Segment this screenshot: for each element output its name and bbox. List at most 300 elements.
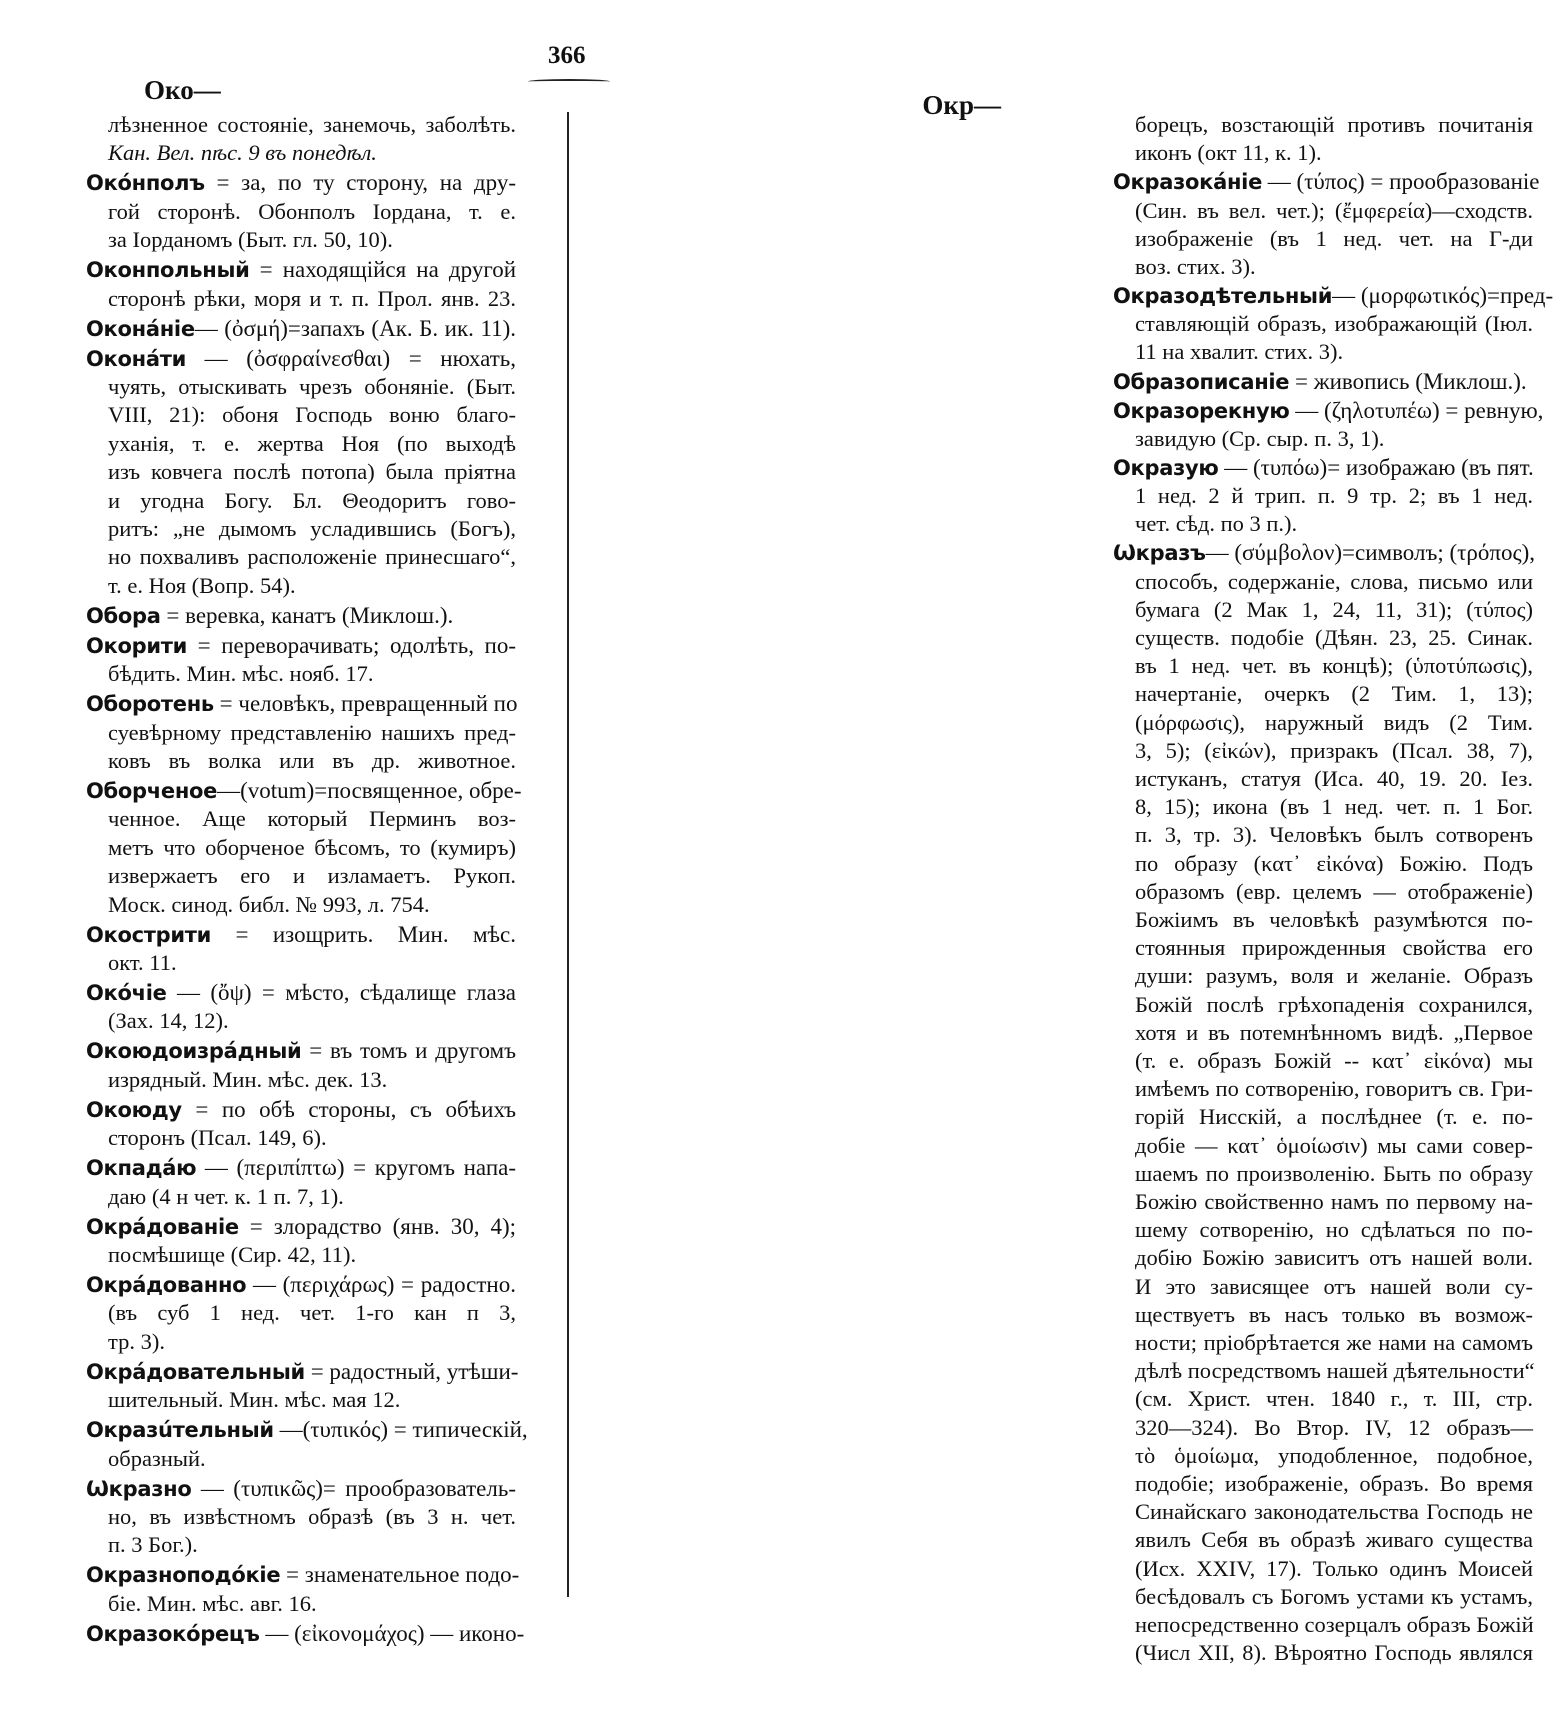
definition-text: т. е. Ноя (Вопр. 54). — [108, 572, 296, 598]
entry-text-line — [1135, 140, 1322, 166]
entry-text-line — [1135, 1358, 1533, 1384]
line-content — [1135, 1076, 1533, 1102]
line-content — [1135, 935, 1533, 961]
headword: Окразноподóкіе — [86, 1563, 281, 1588]
line-content — [1135, 1471, 1533, 1497]
definition-text: бумага (2 Мак 1, 24, 11, 31); (τύπος) — [1135, 596, 1533, 622]
entry-headword-line — [86, 257, 516, 283]
entry-headword-line — [86, 346, 516, 372]
definition-text: (см. Христ. чтен. 1840 г., т. III, стр. — [1135, 1386, 1533, 1412]
definition-text: 320—324). Во Втор. IV, 12 образъ— — [1135, 1414, 1533, 1440]
definition-text: чет. сѣд. по 3 п.). — [1135, 511, 1298, 537]
definition-text: п. 3 Бог.). — [108, 1532, 198, 1558]
definition-text: бесѣдовалъ съ Богомъ устами къ устамъ, — [1135, 1583, 1533, 1609]
line-content — [1135, 339, 1343, 364]
line-content — [1135, 794, 1533, 820]
definition-text: — (περιπίπτω) = кругомъ напа- — [196, 1155, 516, 1181]
entry-text-line — [108, 227, 393, 253]
line-content — [1135, 1245, 1533, 1271]
definition-text: (μόρφωσις), наружный видъ (2 Тим. — [1135, 709, 1533, 735]
entry-text-line — [1135, 851, 1533, 877]
line-content — [86, 922, 516, 948]
entry-text-line — [1135, 1020, 1533, 1046]
line-content — [86, 170, 516, 196]
headword: Образописаніе — [1113, 369, 1290, 394]
definition-text: (Числ XII, 8). Вѣроятно Господь являлся — [1135, 1640, 1533, 1666]
definition-text: изображеніе (въ 1 нед. чет. на Г-ди — [1135, 225, 1533, 251]
line-content — [108, 402, 516, 428]
definition-text: (Исх. XXIV, 17). Только одинъ Моисей — [1135, 1555, 1533, 1581]
entry-text-line — [1135, 992, 1533, 1018]
definition-text: 8, 15); икона (въ 1 нед. чет. п. 1 Бог. — [1135, 794, 1533, 820]
definition-text: хотя и въ потемнѣнномъ видѣ. „Первое — [1135, 1019, 1533, 1045]
definition-text: стоянныя прирожденныя свойства его — [1135, 935, 1533, 961]
definition-text: (т. е. образъ Божій -- κατ᾽ εἰκόνα) мы — [1135, 1048, 1533, 1073]
line-content — [108, 374, 516, 400]
entry-text-line — [108, 1591, 317, 1617]
entry-text-line — [108, 835, 516, 861]
definition-text: образомъ (евр. целемъ — отображеніе) — [1135, 878, 1533, 904]
line-content — [86, 980, 516, 1006]
entry-text-line — [1135, 426, 1384, 452]
line-content — [1113, 369, 1527, 394]
entry-headword-line — [86, 1038, 516, 1064]
line-content — [86, 691, 516, 717]
entry-text-line — [1135, 254, 1256, 280]
line-content — [1135, 625, 1533, 651]
headword: Ѡкразъ — [1113, 541, 1206, 566]
entry-text-line — [108, 1504, 516, 1530]
line-content — [86, 1272, 516, 1298]
entry-headword-line — [1113, 369, 1527, 395]
definition-text: образный. — [108, 1445, 206, 1471]
entry-text-line — [108, 431, 516, 457]
line-content — [108, 1300, 516, 1326]
headword: Окострити — [86, 922, 212, 947]
definition-text: начертаніе, очеркъ (2 Тим. 1, 13); — [1135, 681, 1533, 707]
entry-text-line — [1135, 681, 1533, 707]
headword: Окоюду — [86, 1097, 182, 1122]
definition-text: = знаменательное подо- — [280, 1562, 520, 1588]
entry-text-line — [1135, 483, 1533, 509]
line-content — [108, 140, 377, 165]
definition-text: изъ ковчега послѣ потопа) была пріятна — [108, 459, 516, 485]
entry-text-line — [1135, 511, 1297, 537]
headword: Обора — [86, 603, 161, 628]
entry-text-line — [108, 459, 516, 485]
entry-text-line — [1135, 1048, 1533, 1074]
line-content — [1135, 597, 1533, 623]
definition-text: = переворачивать; одолѣть, по- — [187, 632, 516, 658]
line-content — [108, 661, 374, 686]
line-content — [108, 1591, 317, 1616]
headword: Оконáти — [86, 346, 186, 371]
definition-text: 11 на хвалит. стих. 3). — [1135, 339, 1344, 365]
line-content — [1135, 879, 1533, 905]
line-content — [1135, 822, 1533, 848]
entry-text-line — [1135, 1189, 1533, 1215]
line-content — [1135, 766, 1533, 792]
entry-text-line — [108, 863, 516, 889]
entry-headword-line — [86, 778, 522, 804]
line-content — [108, 488, 516, 514]
entry-text-line — [1135, 1527, 1533, 1553]
definition-text: — (τύπος) = прообразованіе — [1262, 169, 1540, 195]
line-content — [1135, 1584, 1533, 1610]
entry-text-line — [108, 1532, 198, 1558]
line-content — [1113, 455, 1533, 481]
definition-text: по образу (κατ᾽ εἰκόνα) Божію. Подъ — [1135, 850, 1533, 876]
entry-headword-line — [86, 1358, 519, 1385]
headword: Оборченое — [86, 779, 218, 803]
entry-text-line — [108, 1125, 327, 1151]
headword: Окóнполъ — [86, 171, 205, 196]
entry-text-line — [108, 1446, 206, 1472]
definition-text: за Іорданомъ (Быт. гл. 50, 10). — [108, 227, 393, 253]
entry-headword-line — [86, 1214, 516, 1240]
definition-text: но похваливъ расположеніе принесшаго“, — [108, 544, 516, 570]
line-content — [1135, 1640, 1533, 1666]
definition-text: = находящійся на другой — [249, 257, 516, 283]
entry-text-line — [1135, 1217, 1533, 1243]
definition-text: = злорадство (янв. 30, 4); — [238, 1213, 516, 1239]
definition-text: — (ὄψ) = мѣсто, сѣдалище глаза — [166, 980, 516, 1005]
entry-text-line — [1135, 1076, 1533, 1102]
line-content — [86, 346, 516, 372]
line-content — [1135, 1274, 1533, 1300]
entry-headword-line — [86, 603, 453, 629]
line-content — [1135, 1189, 1533, 1215]
definition-text: (Зах. 14, 12). — [108, 1008, 229, 1034]
definition-text: иконъ (окт 11, к. 1). — [1135, 140, 1322, 166]
headword: Ѡкразно — [86, 1476, 192, 1501]
headword: Оконпольный — [86, 258, 250, 283]
entry-text-line — [108, 1300, 516, 1326]
definition-text: п. 3, тр. 3). Человѣкъ былъ сотворенъ — [1135, 822, 1533, 848]
entry-text-line — [1135, 710, 1533, 736]
definition-text: = по обѣ стороны, съ обѣихъ — [181, 1096, 516, 1122]
definition-text: — (ὀσμή)=запахъ (Ак. Б. ик. 11). — [194, 315, 516, 341]
entry-text-line — [108, 112, 516, 138]
entry-text-line — [1135, 1443, 1533, 1469]
entry-text-line — [1135, 1415, 1533, 1441]
entry-headword-line — [86, 170, 516, 196]
headword: Окрáдовательный — [86, 1359, 305, 1384]
definition-text: = изощрить. Мин. мѣс. — [211, 921, 516, 947]
definition-text: горій Нисскій, а послѣднее (т. е. по- — [1135, 1104, 1533, 1130]
line-content — [108, 573, 296, 598]
headword: Окразúтельный — [86, 1418, 274, 1443]
line-content — [108, 1387, 400, 1412]
line-content — [86, 1155, 516, 1181]
definition-text: ности; пріобрѣтается же нами на самомъ — [1135, 1330, 1533, 1355]
definition-text: Божій послѣ грѣхопаденія сохранился, — [1135, 991, 1533, 1017]
entry-headword-line — [86, 1097, 516, 1123]
line-content — [108, 1446, 206, 1471]
line-content — [86, 603, 453, 628]
line-content — [108, 112, 516, 138]
entry-text-line — [1135, 311, 1533, 337]
headword: Окоюдоизрáдный — [86, 1039, 302, 1064]
headword: Оконáніе — [86, 316, 195, 341]
entry-text-line — [1135, 1274, 1533, 1300]
definition-text: даю (4 н чет. к. 1 п. 7, 1). — [108, 1183, 344, 1209]
entry-text-line — [1135, 653, 1533, 679]
headword: Окорити — [86, 633, 188, 658]
definition-text: имѣемъ по сотворенію, говоритъ св. Гри- — [1135, 1076, 1533, 1102]
definition-text: VIII, 21): обоня Господь воню благо- — [108, 402, 516, 428]
entry-text-line — [1135, 1133, 1533, 1159]
entry-headword-line — [86, 633, 516, 659]
definition-text: — (μορφωτικός)=пред- — [1332, 283, 1553, 308]
headword: Окразокóрецъ — [86, 1621, 260, 1646]
definition-text: метъ что оборченое бѣсомъ, то (кумиръ) — [108, 834, 516, 860]
line-content — [108, 1008, 229, 1033]
definition-text: — (τυπικῶς)= прообразователь- — [191, 1475, 516, 1501]
line-content — [108, 1504, 516, 1530]
definition-text: 1 нед. 2 й трип. п. 9 тр. 2; въ 1 нед. — [1135, 483, 1533, 509]
entry-headword-line — [86, 922, 516, 948]
entry-text-line — [108, 806, 516, 832]
entry-text-line — [1135, 907, 1533, 933]
definition-text: завидую (Ср. сыр. п. 3, 1). — [1135, 425, 1385, 451]
entry-text-line — [1135, 1556, 1533, 1582]
definition-text: (въ суб 1 нед. чет. 1-го кан п 3, — [108, 1300, 516, 1326]
line-content — [1135, 483, 1533, 509]
definition-text: и угодна Богу. Бл. Θеодоритъ гово- — [108, 487, 516, 513]
line-content — [86, 1358, 519, 1385]
line-content — [1113, 397, 1544, 424]
entry-text-line — [1135, 339, 1343, 365]
entry-text-line — [1135, 1612, 1533, 1638]
entry-text-line — [108, 516, 516, 542]
entry-text-line — [108, 892, 430, 918]
page-number-rule — [528, 79, 610, 84]
definition-text: біе. Мин. мѣс. авг. 16. — [108, 1590, 317, 1616]
line-content — [108, 544, 516, 570]
entry-text-line — [1135, 112, 1533, 138]
line-content — [108, 748, 516, 774]
line-content — [108, 1532, 198, 1557]
line-content — [1135, 569, 1533, 595]
line-content — [1135, 710, 1533, 736]
line-content — [108, 286, 516, 312]
definition-text: ществуетъ въ насъ только въ возмож- — [1135, 1301, 1533, 1327]
line-content — [1135, 198, 1533, 224]
line-content — [1135, 851, 1533, 877]
line-content — [1135, 1386, 1533, 1412]
headword: Окóчіе — [86, 981, 167, 1005]
definition-text: существ. подобіе (Дѣян. 23, 25. Синак. — [1135, 625, 1533, 650]
definition-text: —(τυπικός) = типическій, — [273, 1417, 528, 1443]
entry-text-line — [1135, 1245, 1533, 1271]
definition-text: Божіимъ въ человѣкѣ разумѣются по- — [1135, 907, 1533, 932]
definition-text: = въ томъ и другомъ — [301, 1038, 516, 1064]
entry-text-line — [1135, 226, 1533, 252]
column-divider — [567, 112, 569, 1597]
entry-text-line — [1135, 1584, 1533, 1610]
line-content — [108, 199, 516, 225]
definition-text: — (σύμβολον)=символъ; (τρόπος), — [1205, 540, 1535, 566]
definition-text: суевѣрному представленію нашихъ пред- — [108, 719, 516, 745]
line-content — [108, 227, 393, 252]
line-content — [1135, 1443, 1533, 1469]
definition-text: = за, по ту сторону, на дру- — [204, 170, 516, 196]
definition-text: изрядный. Мин. мѣс. дек. 13. — [108, 1066, 388, 1092]
definition-text: извержаетъ его и изламаетъ. Рукоп. — [108, 863, 516, 889]
line-content — [1135, 1048, 1533, 1074]
line-content — [108, 1329, 165, 1354]
headword: Оборотень — [86, 692, 214, 717]
line-content — [1113, 283, 1553, 309]
running-head-right: Окр— — [922, 90, 1001, 120]
definition-text: чуять, отыскивать чрезъ обоняніе. (Быт. — [108, 374, 516, 399]
line-content — [86, 1562, 520, 1588]
line-content — [86, 316, 516, 342]
line-content — [1135, 1217, 1533, 1243]
entry-text-line — [1135, 1386, 1533, 1412]
definition-text: ченное. Аще который Перминъ воз- — [108, 806, 516, 832]
definition-text: = веревка, канатъ (Миклош.). — [160, 602, 454, 628]
entry-text-line — [1135, 597, 1533, 623]
line-content — [1135, 140, 1322, 165]
entry-text-line — [1135, 569, 1533, 595]
definition-text: уханія, т. е. жертва Ноя (по выходѣ — [108, 430, 516, 456]
entry-headword-line — [1113, 455, 1533, 481]
line-content — [108, 1242, 356, 1267]
definition-text: но, въ извѣстномъ образѣ (въ 3 н. чет. — [108, 1504, 516, 1529]
entry-text-line — [1135, 1104, 1533, 1130]
definition-text: гой сторонѣ. Обонполъ Іордана, т. е. — [108, 198, 516, 224]
entry-text-line — [108, 374, 516, 400]
entry-headword-line — [86, 1417, 528, 1443]
definition-text: — (ὀσφραίνεσθαι) = нюхать, — [186, 345, 516, 371]
line-content — [108, 863, 516, 889]
entry-headword-line — [1113, 283, 1553, 309]
line-content — [1135, 1499, 1533, 1525]
line-content — [1135, 1104, 1533, 1130]
definition-text: бѣдить. Мин. мѣс. нояб. 17. — [108, 661, 374, 687]
entry-text-line — [108, 661, 374, 687]
line-content — [86, 1038, 516, 1064]
line-content — [1135, 681, 1533, 707]
entry-text-line — [1135, 766, 1533, 792]
line-content — [1135, 1020, 1533, 1046]
definition-text: подобіе; изображеніе, образъ. Во время — [1135, 1471, 1533, 1496]
entry-headword-line — [86, 1155, 516, 1181]
line-content — [108, 1067, 387, 1092]
headword: Окпадáю — [86, 1156, 197, 1181]
line-content — [1113, 169, 1540, 195]
entry-text-line — [1135, 822, 1533, 848]
entry-headword-line — [86, 1476, 516, 1502]
definition-text: въ 1 нед. чет. въ концѣ); (ὑποτύπωσις), — [1135, 653, 1533, 679]
definition-text: тр. 3). — [108, 1328, 165, 1354]
entry-text-line — [1135, 738, 1533, 764]
definition-text: = радостный, утѣши- — [304, 1358, 519, 1384]
line-content — [1113, 540, 1533, 566]
line-content — [108, 459, 516, 485]
definition-text: посмѣшище (Сир. 42, 11). — [108, 1242, 357, 1267]
entry-text-line — [108, 720, 516, 746]
entry-text-line — [1135, 1330, 1533, 1356]
line-content — [1135, 1161, 1533, 1187]
definition-text: шаемъ по произволенію. Быть по образу — [1135, 1160, 1533, 1186]
entry-text-line — [108, 544, 516, 570]
definition-text: сторонѣ рѣки, моря и т. п. Прол. янв. 23. — [108, 285, 516, 311]
line-content — [1135, 653, 1533, 679]
line-content — [108, 1125, 327, 1150]
line-content — [1135, 426, 1384, 451]
definition-text: окт. 11. — [108, 950, 177, 975]
definition-text: непосредственно созерцалъ образъ Божій — [1135, 1612, 1534, 1637]
definition-text: лѣзненное состояніе, занемочь, заболѣть. — [108, 112, 516, 137]
definition-text: = человѣкъ, превращенный по — [213, 691, 518, 717]
line-content — [86, 257, 516, 283]
entry-text-line — [108, 748, 516, 774]
definition-text: способъ, содержаніе, слова, письмо или — [1135, 568, 1533, 594]
page-number: 366 — [548, 42, 586, 69]
definition-text: τὸ ὁμοίωμα, уподобленное, подобное, — [1135, 1442, 1533, 1468]
definition-text: — (εἰκονομάχος) — иконо- — [259, 1620, 525, 1646]
entry-text-line — [108, 1387, 400, 1413]
entry-text-line — [108, 1329, 165, 1355]
line-content — [108, 835, 516, 861]
entry-text-line — [1135, 794, 1533, 820]
entry-text-line — [1135, 198, 1533, 224]
definition-text: ставляющій образъ, изображающій (Іюл. — [1135, 311, 1533, 337]
definition-text: истуканъ, статуя (Иса. 40, 19. 20. Іез. — [1135, 766, 1533, 791]
definition-text: ковъ въ волка или въ др. животное. — [108, 748, 516, 773]
entry-text-line — [108, 140, 377, 166]
definition-text: Синайскаго законодательства Господь не — [1135, 1499, 1533, 1525]
line-content — [1135, 1133, 1533, 1159]
definition-text: = живопись (Миклош.). — [1289, 368, 1527, 394]
line-content — [1135, 311, 1533, 337]
entry-text-line — [1135, 1640, 1533, 1666]
line-content — [1135, 112, 1533, 138]
line-content — [108, 516, 516, 542]
line-content — [1135, 226, 1533, 252]
line-content — [108, 1184, 344, 1209]
line-content — [1135, 992, 1533, 1018]
line-content — [1135, 1612, 1533, 1638]
definition-text: — (τυπόω)= изображаю (въ пят. — [1218, 454, 1534, 480]
entry-text-line — [108, 1242, 356, 1268]
definition-text: Кан. Вел. пѣс. 9 въ понедѣл. — [108, 140, 377, 166]
entry-text-line — [1135, 1499, 1533, 1525]
headword: Окразокáніе — [1113, 170, 1263, 195]
entry-headword-line — [86, 980, 516, 1006]
line-content — [86, 1417, 528, 1443]
line-content — [1135, 738, 1533, 764]
definition-text: — (περιχάρως) = радостно. — [246, 1272, 516, 1297]
line-content — [108, 806, 516, 832]
headword: Окразодѣтельный — [1113, 284, 1333, 308]
definition-text: ритъ: „не дымомъ усладившись (Богъ), — [108, 516, 516, 541]
entry-text-line — [1135, 1471, 1533, 1497]
definition-text: И это зависящее отъ нашей воли су- — [1135, 1273, 1533, 1299]
line-content — [1135, 254, 1256, 279]
entry-text-line — [108, 950, 177, 976]
definition-text: шительный. Мин. мѣс. мая 12. — [108, 1387, 401, 1413]
line-content — [1135, 1556, 1533, 1582]
line-content — [1135, 511, 1297, 536]
definition-text: сторонъ (Псал. 149, 6). — [108, 1125, 327, 1151]
entry-headword-line — [86, 1562, 520, 1588]
definition-text: шему сотворенію, но сдѣлаться по по- — [1135, 1217, 1533, 1243]
definition-text: явилъ Себя въ образѣ живаго существа — [1135, 1527, 1533, 1553]
